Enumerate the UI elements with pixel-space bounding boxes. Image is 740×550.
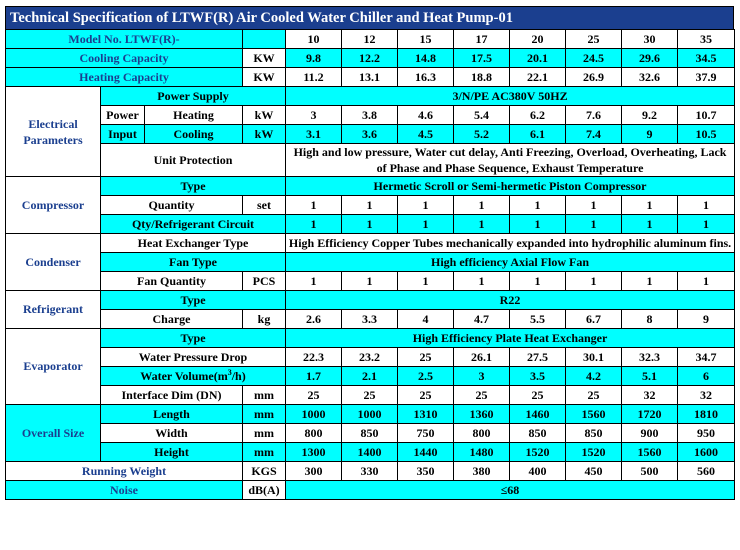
unit-cell: KW xyxy=(243,49,286,68)
evaporator-type-value: High Efficiency Plate Heat Exchanger xyxy=(286,329,735,348)
model-cell: 12 xyxy=(342,30,398,49)
height-cell: 1520 xyxy=(566,443,622,462)
heating-capacity-cell: 18.8 xyxy=(454,68,510,87)
width-cell: 850 xyxy=(510,424,566,443)
length-cell: 1720 xyxy=(622,405,678,424)
width-cell: 950 xyxy=(678,424,735,443)
input-label: Input xyxy=(101,125,145,144)
heating-input-cell: 3.8 xyxy=(342,106,398,125)
interface-cell: 25 xyxy=(398,386,454,405)
width-cell: 900 xyxy=(622,424,678,443)
compressor-type-row xyxy=(6,177,735,196)
charge-cell: 9 xyxy=(678,310,735,329)
length-cell: 1360 xyxy=(454,405,510,424)
heating-input-cell: 9.2 xyxy=(622,106,678,125)
heating-input-cell: 4.6 xyxy=(398,106,454,125)
section-electrical: Electrical Parameters xyxy=(6,87,101,177)
pressure-drop-cell: 23.2 xyxy=(342,348,398,367)
refrigerant-circuit-row xyxy=(6,215,735,234)
heating-capacity-cell: 11.2 xyxy=(286,68,342,87)
quantity-label: Quantity xyxy=(101,196,243,215)
running-weight-cell: 400 xyxy=(510,462,566,481)
charge-cell: 4.7 xyxy=(454,310,510,329)
width-row xyxy=(6,424,735,443)
interface-cell: 32 xyxy=(622,386,678,405)
pressure-drop-cell: 27.5 xyxy=(510,348,566,367)
model-row xyxy=(6,30,735,49)
power-supply-value: 3/N/PE AC380V 50HZ xyxy=(286,87,735,106)
circuit-cell: 1 xyxy=(566,215,622,234)
length-cell: 1810 xyxy=(678,405,735,424)
unit-cell: mm xyxy=(243,405,286,424)
model-cell: 17 xyxy=(454,30,510,49)
water-volume-label-sup: 3 xyxy=(227,367,232,377)
charge-cell: 4 xyxy=(398,310,454,329)
running-weight-cell: 330 xyxy=(342,462,398,481)
heating-capacity-cell: 32.6 xyxy=(622,68,678,87)
fan-type-value: High efficiency Axial Flow Fan xyxy=(286,253,735,272)
heating-input-cell: 5.4 xyxy=(454,106,510,125)
charge-cell: 5.5 xyxy=(510,310,566,329)
width-cell: 800 xyxy=(286,424,342,443)
heating-input-cell: 3 xyxy=(286,106,342,125)
fan-quantity-cell: 1 xyxy=(342,272,398,291)
interface-cell: 25 xyxy=(286,386,342,405)
heating-capacity-cell: 22.1 xyxy=(510,68,566,87)
length-label: Length xyxy=(101,405,243,424)
unit-cell: KGS xyxy=(243,462,286,481)
charge-label: Charge xyxy=(101,310,243,329)
running-weight-cell: 500 xyxy=(622,462,678,481)
cooling-input-cell: 10.5 xyxy=(678,125,735,144)
water-volume-cell: 2.1 xyxy=(342,367,398,386)
water-volume-cell: 2.5 xyxy=(398,367,454,386)
spec-sheet xyxy=(5,6,734,500)
length-cell: 1000 xyxy=(286,405,342,424)
water-volume-label-text: Water Volume(m xyxy=(140,368,228,383)
model-cell: 15 xyxy=(398,30,454,49)
width-cell: 850 xyxy=(342,424,398,443)
heating-input-cell: 10.7 xyxy=(678,106,735,125)
circuit-cell: 1 xyxy=(342,215,398,234)
cooling-capacity-cell: 29.6 xyxy=(622,49,678,68)
pressure-drop-cell: 30.1 xyxy=(566,348,622,367)
noise-label: Noise xyxy=(6,481,243,500)
cooling-input-cell: 9 xyxy=(622,125,678,144)
running-weight-row xyxy=(6,462,735,481)
model-label: Model No. LTWF(R)- xyxy=(6,30,243,49)
fan-quantity-cell: 1 xyxy=(454,272,510,291)
cooling-capacity-label: Cooling Capacity xyxy=(6,49,243,68)
cooling-label: Cooling xyxy=(145,125,243,144)
length-cell: 1310 xyxy=(398,405,454,424)
fan-quantity-cell: 1 xyxy=(622,272,678,291)
pressure-drop-label: Water Pressure Drop xyxy=(101,348,286,367)
section-overall-size: Overall Size xyxy=(6,405,101,462)
water-volume-label xyxy=(101,367,286,386)
cooling-input-cell: 7.4 xyxy=(566,125,622,144)
running-weight-cell: 300 xyxy=(286,462,342,481)
heat-exchanger-value: High Efficiency Copper Tubes mechanically expanded into hydrophilic aluminum fins. xyxy=(286,234,735,253)
interface-cell: 25 xyxy=(510,386,566,405)
interface-cell: 25 xyxy=(566,386,622,405)
cooling-capacity-row xyxy=(6,49,735,68)
heating-capacity-label: Heating Capacity xyxy=(6,68,243,87)
fan-quantity-cell: 1 xyxy=(678,272,735,291)
running-weight-label: Running Weight xyxy=(6,462,243,481)
pressure-drop-row xyxy=(6,348,735,367)
fan-quantity-cell: 1 xyxy=(566,272,622,291)
cooling-capacity-cell: 24.5 xyxy=(566,49,622,68)
running-weight-cell: 350 xyxy=(398,462,454,481)
unit-cell: kg xyxy=(243,310,286,329)
length-cell: 1000 xyxy=(342,405,398,424)
section-evaporator: Evaporator xyxy=(6,329,101,405)
fan-quantity-row xyxy=(6,272,735,291)
heat-exchanger-label: Heat Exchanger Type xyxy=(101,234,286,253)
compressor-quantity-cell: 1 xyxy=(286,196,342,215)
section-condenser: Condenser xyxy=(6,234,101,291)
refrigerant-type-label: Type xyxy=(101,291,286,310)
compressor-quantity-row xyxy=(6,196,735,215)
spec-table xyxy=(5,29,735,500)
section-compressor: Compressor xyxy=(6,177,101,234)
fan-type-label: Fan Type xyxy=(101,253,286,272)
width-cell: 750 xyxy=(398,424,454,443)
compressor-type-value: Hermetic Scroll or Semi-hermetic Piston Compressor xyxy=(286,177,735,196)
charge-cell: 6.7 xyxy=(566,310,622,329)
heating-capacity-cell: 16.3 xyxy=(398,68,454,87)
pressure-drop-cell: 34.7 xyxy=(678,348,735,367)
unit-cell: kW xyxy=(243,125,286,144)
evaporator-type-label: Type xyxy=(101,329,286,348)
charge-cell: 3.3 xyxy=(342,310,398,329)
length-cell: 1460 xyxy=(510,405,566,424)
interface-cell: 25 xyxy=(342,386,398,405)
fan-quantity-cell: 1 xyxy=(510,272,566,291)
compressor-quantity-cell: 1 xyxy=(566,196,622,215)
compressor-quantity-cell: 1 xyxy=(454,196,510,215)
water-volume-cell: 4.2 xyxy=(566,367,622,386)
compressor-quantity-cell: 1 xyxy=(510,196,566,215)
water-volume-cell: 6 xyxy=(678,367,735,386)
cooling-capacity-cell: 20.1 xyxy=(510,49,566,68)
refrigerant-type-row xyxy=(6,291,735,310)
cooling-input-cell: 3.6 xyxy=(342,125,398,144)
fan-quantity-cell: 1 xyxy=(398,272,454,291)
pressure-drop-cell: 32.3 xyxy=(622,348,678,367)
compressor-type-label: Type xyxy=(101,177,286,196)
height-cell: 1480 xyxy=(454,443,510,462)
height-cell: 1520 xyxy=(510,443,566,462)
height-label: Height xyxy=(101,443,243,462)
fan-quantity-label: Fan Quantity xyxy=(101,272,243,291)
height-cell: 1440 xyxy=(398,443,454,462)
heating-label: Heating xyxy=(145,106,243,125)
length-row xyxy=(6,405,735,424)
heating-capacity-row xyxy=(6,68,735,87)
water-volume-cell: 5.1 xyxy=(622,367,678,386)
pressure-drop-cell: 22.3 xyxy=(286,348,342,367)
height-cell: 1400 xyxy=(342,443,398,462)
height-cell: 1560 xyxy=(622,443,678,462)
cooling-input-cell: 4.5 xyxy=(398,125,454,144)
heating-capacity-cell: 13.1 xyxy=(342,68,398,87)
section-refrigerant: Refrigerant xyxy=(6,291,101,329)
cooling-input-cell: 5.2 xyxy=(454,125,510,144)
width-cell: 800 xyxy=(454,424,510,443)
input-cooling-row xyxy=(6,125,735,144)
unit-cell: KW xyxy=(243,68,286,87)
cooling-capacity-cell: 9.8 xyxy=(286,49,342,68)
pressure-drop-cell: 25 xyxy=(398,348,454,367)
heating-input-cell: 6.2 xyxy=(510,106,566,125)
heating-input-cell: 7.6 xyxy=(566,106,622,125)
unit-cell: mm xyxy=(243,443,286,462)
water-volume-cell: 3 xyxy=(454,367,510,386)
unit-cell: PCS xyxy=(243,272,286,291)
model-cell: 25 xyxy=(566,30,622,49)
unit-cell: dB(A) xyxy=(243,481,286,500)
water-volume-cell: 1.7 xyxy=(286,367,342,386)
cooling-input-cell: 3.1 xyxy=(286,125,342,144)
power-supply-row xyxy=(6,87,735,106)
width-label: Width xyxy=(101,424,243,443)
fan-quantity-cell: 1 xyxy=(286,272,342,291)
noise-row xyxy=(6,481,735,500)
interface-label: Interface Dim (DN) xyxy=(101,386,243,405)
circuit-label: Qty/Refrigerant Circuit xyxy=(101,215,286,234)
circuit-cell: 1 xyxy=(286,215,342,234)
interface-cell: 32 xyxy=(678,386,735,405)
heating-capacity-cell: 37.9 xyxy=(678,68,735,87)
model-unit-empty xyxy=(243,30,286,49)
compressor-quantity-cell: 1 xyxy=(622,196,678,215)
length-cell: 1560 xyxy=(566,405,622,424)
noise-value: ≤68 xyxy=(286,481,735,500)
heating-capacity-cell: 26.9 xyxy=(566,68,622,87)
model-cell: 30 xyxy=(622,30,678,49)
interface-row xyxy=(6,386,735,405)
height-cell: 1300 xyxy=(286,443,342,462)
width-cell: 850 xyxy=(566,424,622,443)
charge-cell: 2.6 xyxy=(286,310,342,329)
cooling-capacity-cell: 12.2 xyxy=(342,49,398,68)
power-heating-row xyxy=(6,106,735,125)
pressure-drop-cell: 26.1 xyxy=(454,348,510,367)
unit-protection-value: High and low pressure, Water cut delay, Anti Freezing, Overload, Overheating, Lack of Phase and Phase Sequence, Exhaust Temperature xyxy=(286,144,735,177)
circuit-cell: 1 xyxy=(454,215,510,234)
unit-cell: set xyxy=(243,196,286,215)
circuit-cell: 1 xyxy=(678,215,735,234)
cooling-capacity-cell: 14.8 xyxy=(398,49,454,68)
compressor-quantity-cell: 1 xyxy=(678,196,735,215)
model-cell: 10 xyxy=(286,30,342,49)
unit-protection-label: Unit Protection xyxy=(101,144,286,177)
model-cell: 35 xyxy=(678,30,735,49)
refrigerant-type-value: R22 xyxy=(286,291,735,310)
water-volume-cell: 3.5 xyxy=(510,367,566,386)
height-row xyxy=(6,443,735,462)
running-weight-cell: 450 xyxy=(566,462,622,481)
unit-cell: kW xyxy=(243,106,286,125)
power-label: Power xyxy=(101,106,145,125)
evaporator-type-row xyxy=(6,329,735,348)
charge-cell: 8 xyxy=(622,310,678,329)
sheet-title: Technical Specification of LTWF(R) Air Cooled Water Chiller and Heat Pump-01 xyxy=(5,6,734,29)
power-supply-label: Power Supply xyxy=(101,87,286,106)
height-cell: 1600 xyxy=(678,443,735,462)
cooling-capacity-cell: 34.5 xyxy=(678,49,735,68)
model-cell: 20 xyxy=(510,30,566,49)
interface-cell: 25 xyxy=(454,386,510,405)
water-volume-label-end: /h) xyxy=(231,368,246,383)
charge-row xyxy=(6,310,735,329)
compressor-quantity-cell: 1 xyxy=(398,196,454,215)
circuit-cell: 1 xyxy=(622,215,678,234)
water-volume-row xyxy=(6,367,735,386)
cooling-capacity-cell: 17.5 xyxy=(454,49,510,68)
circuit-cell: 1 xyxy=(398,215,454,234)
fan-type-row xyxy=(6,253,735,272)
circuit-cell: 1 xyxy=(510,215,566,234)
cooling-input-cell: 6.1 xyxy=(510,125,566,144)
unit-cell: mm xyxy=(243,424,286,443)
running-weight-cell: 560 xyxy=(678,462,735,481)
running-weight-cell: 380 xyxy=(454,462,510,481)
unit-cell: mm xyxy=(243,386,286,405)
compressor-quantity-cell: 1 xyxy=(342,196,398,215)
